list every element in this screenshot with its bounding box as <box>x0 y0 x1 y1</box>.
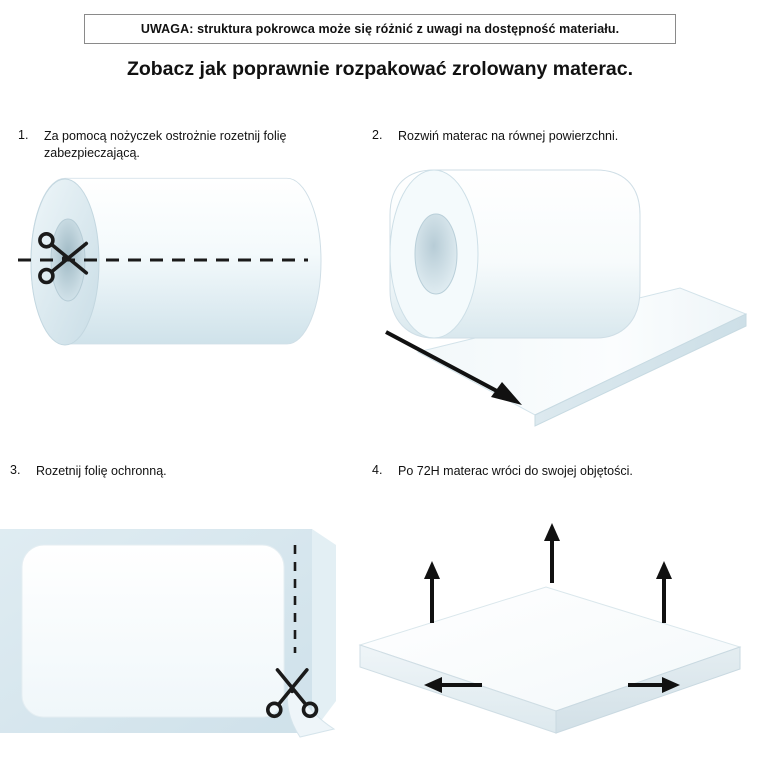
illustration-rolled-mattress <box>8 172 338 412</box>
step-2-text: Rozwiń materac na równej powierzchni. <box>398 129 619 143</box>
step-1 <box>18 128 318 162</box>
step-3-text: Rozetnij folię ochronną. <box>36 464 167 478</box>
mattress-slab <box>360 587 740 733</box>
notice-text: UWAGA: struktura pokrowca może się różnić z uwagi na dostępność materiału. <box>140 22 620 36</box>
arrow-up-left <box>424 561 440 623</box>
illustration-unrolling-mattress <box>350 160 750 430</box>
mattress-body <box>22 545 284 717</box>
illustration-cut-film <box>0 505 340 755</box>
step-1-text: Za pomocą nożyczek ostrożnie rozetnij folię zabezpieczającą. <box>44 129 287 160</box>
notice-bar <box>84 14 676 44</box>
arrow-up-center <box>544 523 560 583</box>
roll-inner-hole-2 <box>415 214 457 294</box>
page-title: Zobacz jak poprawnie rozpakować zrolowany materac. <box>126 58 634 80</box>
step-3-number: 3. <box>10 463 21 477</box>
step-2-number: 2. <box>372 128 383 142</box>
film-flap <box>312 529 336 733</box>
step-3 <box>10 463 320 480</box>
arrow-up-right <box>656 561 672 623</box>
step-4-number: 4. <box>372 463 383 477</box>
step-1-number: 1. <box>18 128 29 142</box>
step-4-text: Po 72H materac wróci do swojej objętości. <box>398 464 633 478</box>
illustration-expanding-mattress <box>350 505 750 755</box>
step-2 <box>372 128 702 145</box>
step-4 <box>372 463 712 480</box>
roll-body-2 <box>390 170 640 338</box>
